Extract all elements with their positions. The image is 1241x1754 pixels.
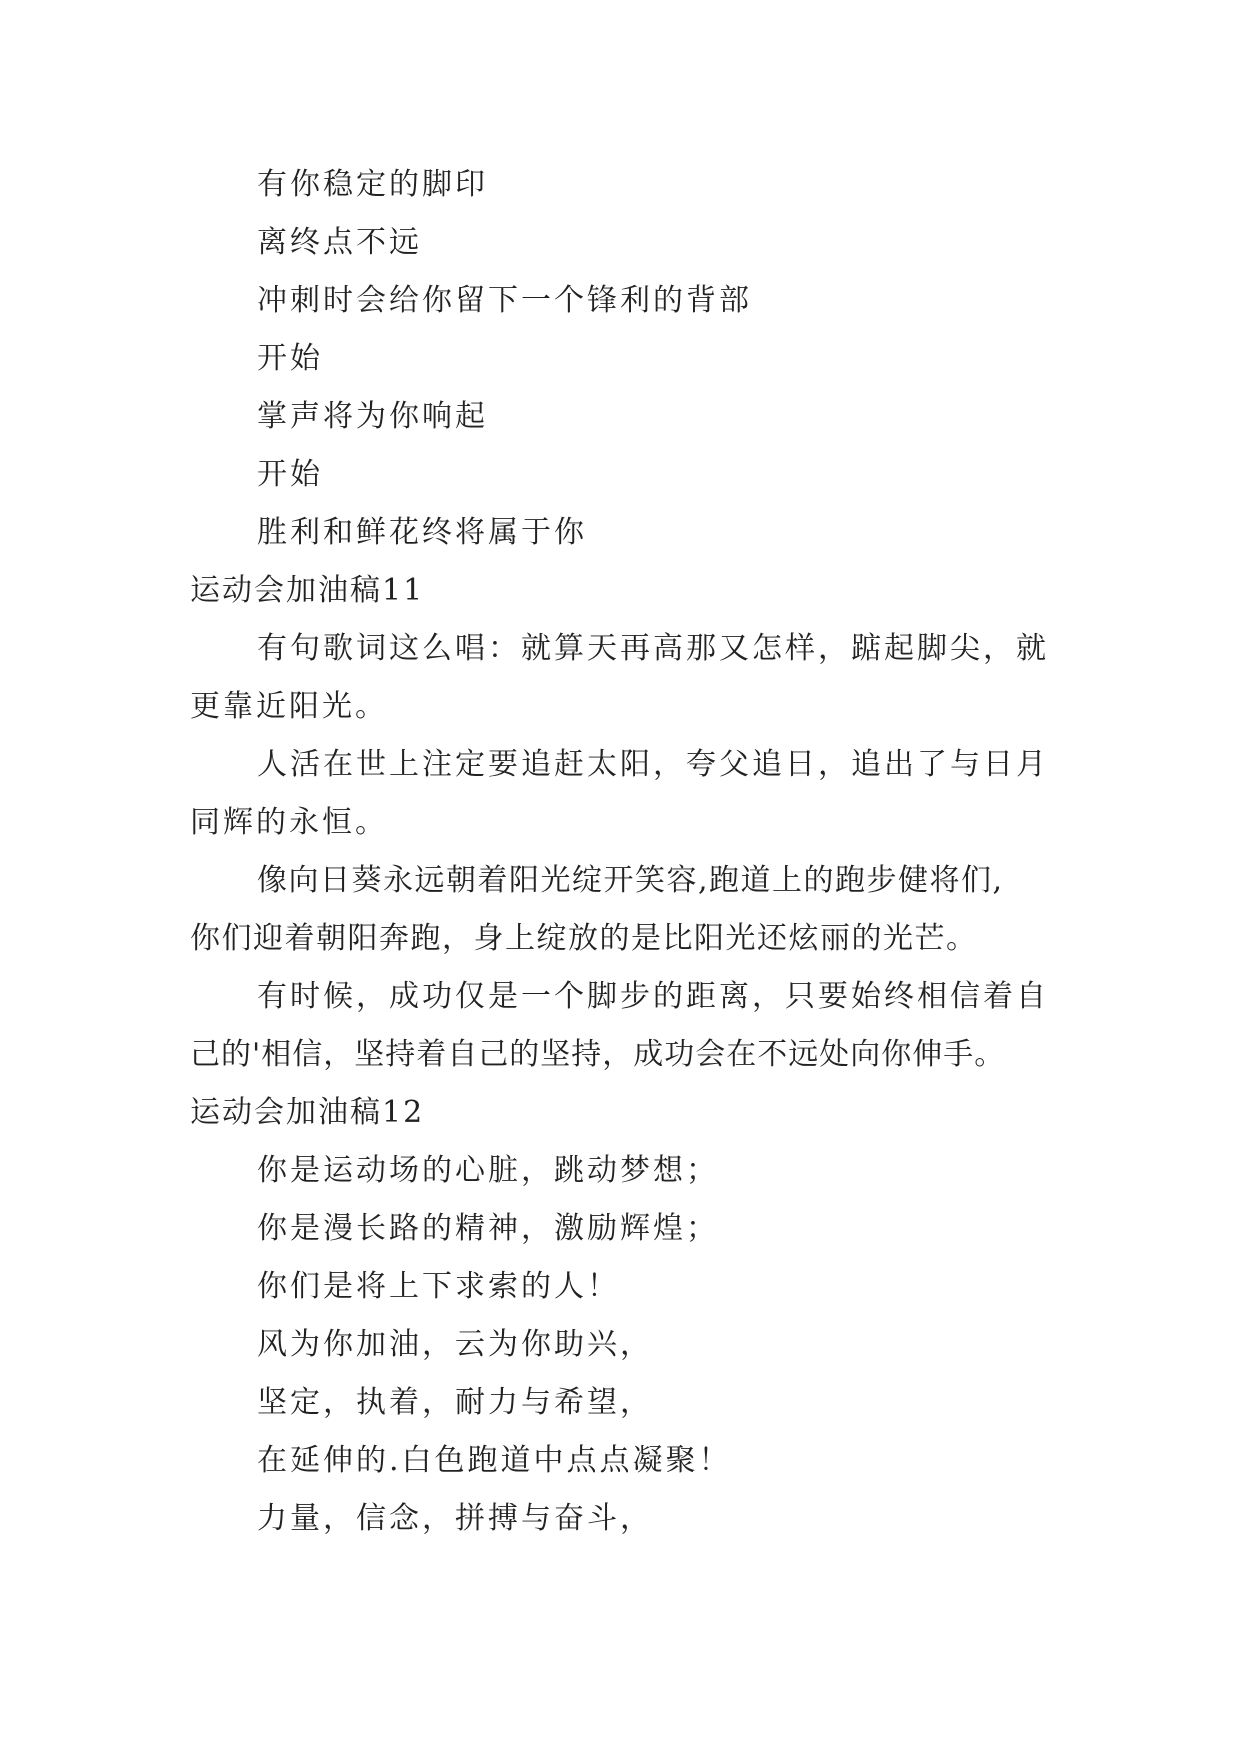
poem-line: 你是漫长路的精神，激励辉煌； — [257, 1211, 719, 1246]
poem-line: 风为你加油，云为你助兴， — [257, 1327, 653, 1362]
paragraph-line: 人活在世上注定要追赶太阳，夸父追日，追出了与日月 — [257, 747, 1049, 782]
paragraph-line: 更靠近阳光。 — [190, 689, 388, 724]
paragraph-line: 有句歌词这么唱：就算天再高那又怎样，踮起脚尖，就 — [257, 631, 1049, 666]
poem-line: 在延伸的.白色跑道中点点凝聚！ — [257, 1443, 732, 1478]
paragraph-line: 同辉的永恒。 — [190, 805, 388, 840]
paragraph-line: 你们迎着朝阳奔跑，身上绽放的是比阳光还炫丽的光芒。 — [190, 921, 978, 956]
section-title: 运动会加油稿11 — [190, 573, 425, 608]
poem-line: 离终点不远 — [257, 225, 422, 260]
poem-line: 冲刺时会给你留下一个锋利的背部 — [257, 283, 752, 318]
paragraph-line: 像向日葵永远朝着阳光绽开笑容,跑道上的跑步健将们, — [257, 863, 1004, 898]
poem-line: 坚定，执着，耐力与希望， — [257, 1385, 653, 1420]
section-title: 运动会加油稿12 — [190, 1095, 425, 1130]
poem-line: 力量，信念，拼搏与奋斗， — [257, 1501, 653, 1536]
poem-line: 掌声将为你响起 — [257, 399, 488, 434]
poem-line: 你是运动场的心脏，跳动梦想； — [257, 1153, 719, 1188]
paragraph-line: 己的'相信，坚持着自己的坚持，成功会在不远处向你伸手。 — [190, 1037, 1006, 1072]
poem-line: 开始 — [257, 341, 323, 376]
poem-line: 你们是将上下求索的人！ — [257, 1269, 620, 1304]
poem-line: 胜利和鲜花终将属于你 — [257, 515, 587, 550]
poem-line: 有你稳定的脚印 — [257, 167, 488, 202]
paragraph-line: 有时候，成功仅是一个脚步的距离，只要始终相信着自 — [257, 979, 1049, 1014]
poem-line: 开始 — [257, 457, 323, 492]
